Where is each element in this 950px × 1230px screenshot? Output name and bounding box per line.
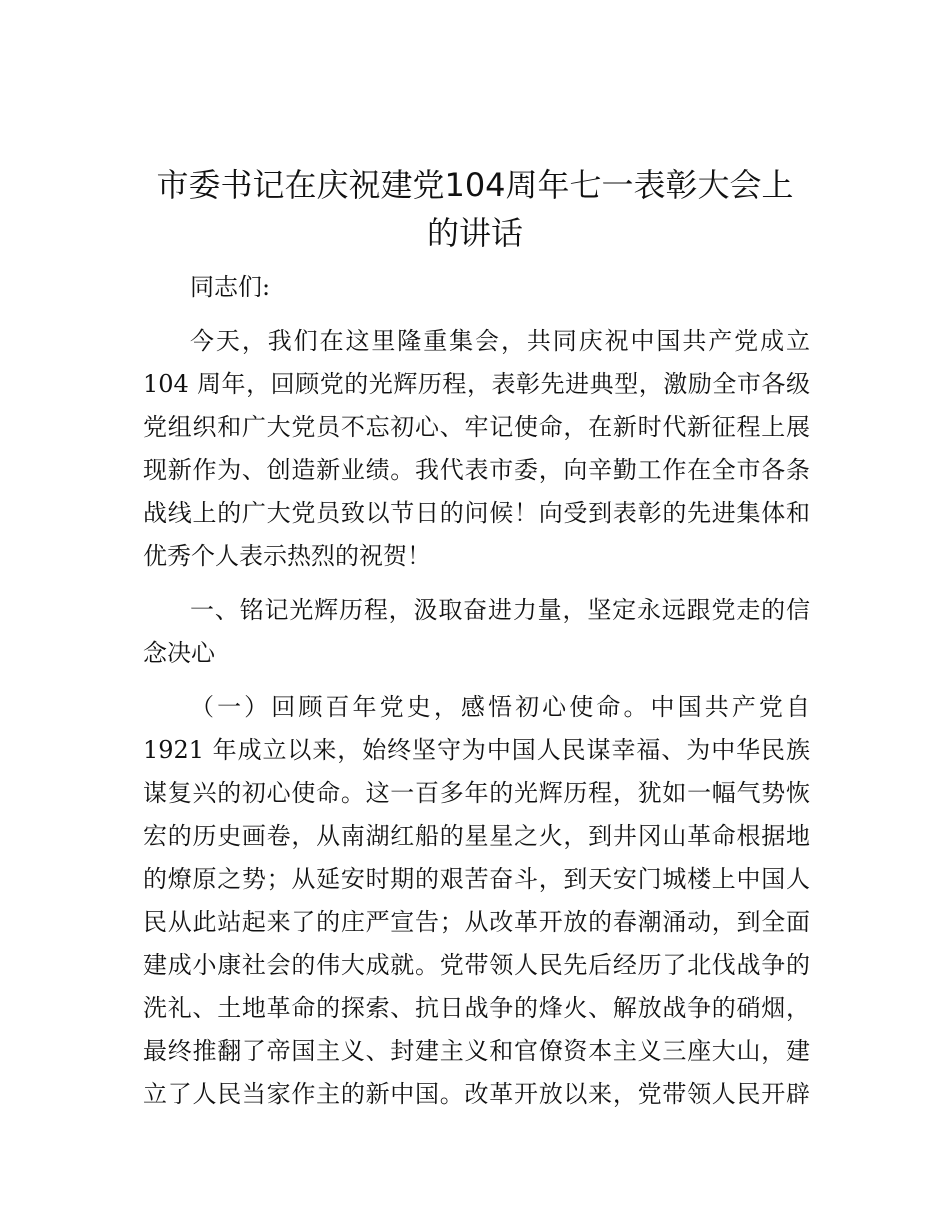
text-line: 谋复兴的初心使命。这一百多年的光辉历程，犹如一幅气势恢 (143, 779, 810, 807)
text-line: 民从此站起来了的庄严宣告；从改革开放的春潮涌动，到全面 (143, 908, 810, 936)
text-line: 战线上的广大党员致以节日的问候！向受到表彰的先进集体和 (143, 499, 810, 527)
text-line: 立了人民当家作主的新中国。改革开放以来，党带领人民开辟 (143, 1080, 810, 1108)
text-line: 宏的历史画卷，从南湖红船的星星之火，到井冈山革命根据地 (143, 822, 810, 850)
heading-line: 一、铭记光辉历程，汲取奋进力量，坚定永远跟党走的信 (190, 596, 810, 624)
text-line: 洗礼、土地革命的探索、抗日战争的烽火、解放战争的硝烟， (143, 994, 810, 1022)
greeting: 同志们: (190, 273, 271, 301)
text-line: 建成小康社会的伟大成就。党带领人民先后经历了北伐战争的 (143, 951, 810, 979)
text-line: 1921 年成立以来，始终坚守为中国人民谋幸福、为中华民族 (143, 736, 810, 764)
text-line: 104 周年，回顾党的光辉历程，表彰先进典型，激励全市各级 (143, 370, 810, 398)
document-title-line-1: 市委书记在庆祝建党104周年七一表彰大会上 (156, 166, 794, 204)
text-line: 今天，我们在这里隆重集会，共同庆祝中国共产党成立 (190, 327, 810, 355)
text-line: 的燎原之势；从延安时期的艰苦奋斗，到天安门城楼上中国人 (143, 865, 810, 893)
document-title-line-2: 的讲话 (426, 214, 523, 252)
heading-line: 念决心 (143, 639, 215, 667)
text-line: 现新作为、创造新业绩。我代表市委，向辛勤工作在全市各条 (143, 456, 810, 484)
text-line: （一）回顾百年党史，感悟初心使命。中国共产党自 (190, 693, 810, 721)
text-line: 优秀个人表示热烈的祝贺！ (143, 542, 431, 570)
text-line: 最终推翻了帝国主义、封建主义和官僚资本主义三座大山，建 (143, 1037, 810, 1065)
text-line: 党组织和广大党员不忘初心、牢记使命，在新时代新征程上展 (143, 413, 810, 441)
